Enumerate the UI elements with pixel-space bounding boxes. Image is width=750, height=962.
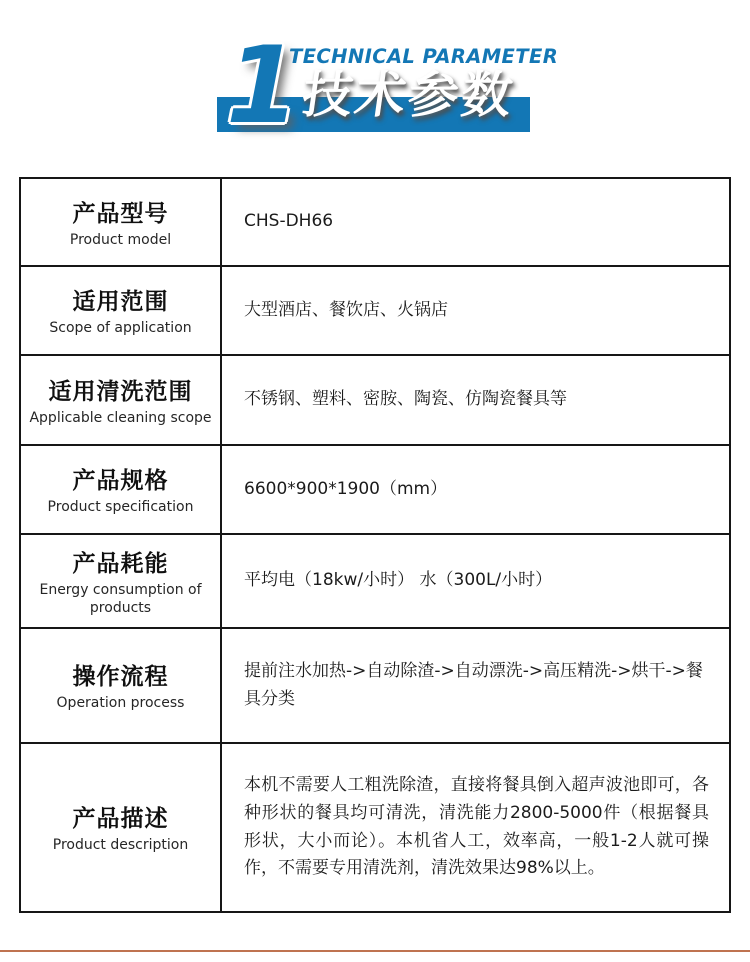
row-label-en: Scope of application: [49, 320, 192, 337]
row-label-cell: [20, 628, 221, 743]
row-value-cell: [221, 743, 730, 912]
table-row-operation-process: [20, 628, 730, 743]
row-value: 6600*900*1900（mm）: [244, 478, 448, 499]
section-title-en: TECHNICAL PARAMETER: [289, 45, 559, 68]
row-label-en: Product specification: [47, 499, 194, 516]
row-label-cell: [20, 534, 221, 628]
row-value-cell: [221, 178, 730, 266]
row-value-cell: [221, 534, 730, 628]
row-value-cell: [221, 355, 730, 445]
table-row-energy-consumption: [20, 534, 730, 628]
bottom-divider: [0, 950, 750, 952]
row-label-cell: [20, 445, 221, 534]
row-value: 本机不需要人工粗洗除渣，直接将餐具倒入超声波池即可，各种形状的餐具均可清洗，清洗能力2800-5000件（根据餐具形状，大小而论）。本机省人工，效率高，一般1-2人就可操作，不需要专用清洗剂，清洗效果达98%以上。: [244, 775, 709, 879]
table-row-product-description: [20, 743, 730, 912]
row-label-cell: [20, 178, 221, 266]
row-label-en: Product model: [69, 231, 172, 248]
row-label-cn: 产品耗能: [72, 550, 169, 577]
table-row-cleaning-scope: [20, 355, 730, 445]
row-label-cn: 适用范围: [72, 289, 169, 316]
row-label-en: Applicable cleaning scope: [29, 409, 212, 426]
row-value: 大型酒店、餐饮店、火锅店: [244, 299, 448, 320]
table-row-product-model: [20, 178, 730, 266]
row-value-cell: [221, 628, 730, 743]
row-label-cn: 操作流程: [72, 664, 169, 691]
row-value: 提前注水加热->自动除渣->自动漂洗->高压精洗->烘干->餐具分类: [244, 660, 703, 709]
row-value-cell: [221, 445, 730, 534]
row-label-en: Energy consumption of products: [39, 581, 202, 616]
spec-table: [19, 177, 731, 913]
row-label-cn: 产品描述: [72, 806, 169, 833]
table-row-scope-of-application: [20, 266, 730, 355]
row-value: CHS-DH66: [244, 211, 334, 232]
row-label-cn: 产品规格: [72, 468, 169, 495]
row-label-cn: 适用清洗范围: [48, 378, 193, 405]
section-header: [0, 0, 750, 168]
row-label-en: Product description: [52, 837, 189, 854]
section-number: 1: [226, 24, 300, 147]
row-label-cn: 产品型号: [72, 200, 169, 227]
row-label-en: Operation process: [56, 695, 185, 712]
row-label-cell: [20, 266, 221, 355]
table-row-product-specification: [20, 445, 730, 534]
section-title-cn: 技术参数: [298, 66, 519, 124]
row-value: 平均电（18kw/小时） 水（300L/小时）: [244, 570, 553, 591]
row-value: 不锈钢、塑料、密胺、陶瓷、仿陶瓷餐具等: [244, 389, 567, 410]
row-label-cell: [20, 743, 221, 912]
row-label-cell: [20, 355, 221, 445]
row-value-cell: [221, 266, 730, 355]
